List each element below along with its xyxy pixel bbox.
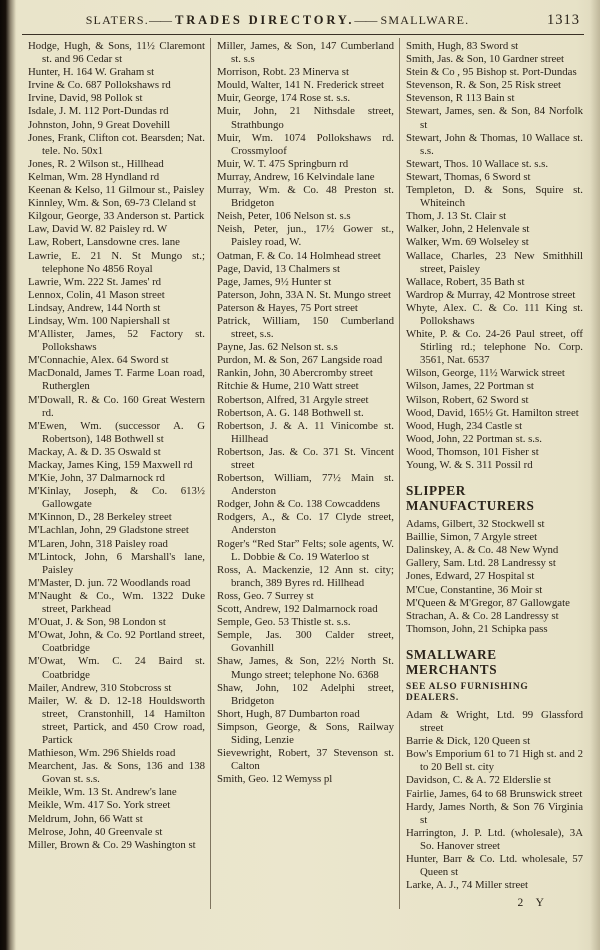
directory-entry: Page, David, 13 Chalmers st	[217, 262, 340, 275]
directory-entry: Baillie, Simon, 7 Argyle street	[406, 531, 538, 544]
directory-entry: Whyte, Alex. C. & Co. 111 King st. Pollokshaws	[406, 301, 583, 327]
directory-entry: Mearchent, Jas. & Sons, 136 and 138 Govan st. s.s.	[28, 760, 205, 786]
directory-entry: M'Kinlay, Joseph, & Co. 613½ Gallowgate	[28, 485, 205, 511]
directory-entry: Miller, James, & Son, 147 Cumberland st. s.s	[217, 40, 394, 66]
directory-entry: Hardy, James North, & Son 76 Virginia st	[406, 800, 583, 826]
page-number: 1313	[547, 12, 580, 28]
directory-entry: Lindsay, Wm. 100 Napiershall st	[28, 314, 170, 327]
directory-entry: Hodge, Hugh, & Sons, 11½ Claremont st. and 96 Cedar st	[28, 40, 205, 66]
directory-entry: Stevenson, R. & Son, 25 Risk street	[406, 79, 562, 92]
directory-entry: Semple, Geo. 53 Thistle st. s.s.	[217, 616, 351, 629]
directory-entry: Meikle, Wm. 13 St. Andrew's lane	[28, 786, 177, 799]
directory-entry: Jones, R. 2 Wilson st., Hillhead	[28, 157, 164, 170]
directory-entry: White, P. & Co. 24-26 Paul street, off Stirling rd.; telephone No. Corp. 3561, Nat. 6537	[406, 328, 583, 367]
directory-entry: Mathieson, Wm. 296 Shields road	[28, 747, 176, 760]
directory-entry: Lindsay, Andrew, 144 North st	[28, 301, 161, 314]
directory-entry: Ritchie & Hume, 210 Watt street	[217, 380, 359, 393]
directory-column-1	[22, 38, 210, 909]
running-title	[22, 13, 533, 28]
directory-entry: Shaw, John, 102 Adelphi street, Bridgeton	[217, 681, 394, 707]
directory-entry: Wood, John, 22 Portman st. s.s.	[406, 432, 542, 445]
directory-entry: Walker, Wm. 69 Wolseley st	[406, 236, 529, 249]
directory-entry: Meikle, Wm. 417 So. York street	[28, 799, 171, 812]
directory-entry: Ross, A. Mackenzie, 12 Ann st. city; branch, 389 Byres rd. Hillhead	[217, 563, 394, 589]
directory-entry: Johnston, John, 9 Great Dovehill	[28, 118, 171, 131]
directory-entry: M'Cue, Constantine, 36 Moir st	[406, 583, 543, 596]
directory-entry: Smith, Jas. & Son, 10 Gardner street	[406, 53, 565, 66]
directory-entry: Neish, Peter, 106 Nelson st. s.s	[217, 210, 351, 223]
directory-entry: Stewart, Thomas, 6 Sword st	[406, 170, 531, 183]
directory-entry: Wardrop & Murray, 42 Montrose street	[406, 288, 576, 301]
directory-entry: M'Owat, John, & Co. 92 Portland street, Coatbridge	[28, 629, 205, 655]
directory-entry: Stevenson, R 113 Bain st	[406, 92, 515, 105]
directory-entry: Larke, A. J., 74 Miller street	[406, 879, 529, 892]
directory-entry: Paterson & Hayes, 75 Port street	[217, 301, 358, 314]
directory-entry: M'Naught & Co., Wm. 1322 Duke street, Parkhead	[28, 589, 205, 616]
directory-entry: Muir, Wm. 1074 Pollokshaws rd. Crossmyloof	[217, 131, 394, 157]
title-dash: ——	[354, 13, 377, 27]
directory-entry: M'Ewen, Wm. (successor A. G Robertson), 148 Bothwell st	[28, 419, 205, 445]
directory-entry: Patrick, William, 150 Cumberland street, s.s.	[217, 314, 394, 341]
page-edge-shadow	[590, 0, 600, 950]
book-binding-edge	[0, 0, 16, 950]
directory-entry: M'Connachie, Alex. 64 Sword st	[28, 354, 169, 367]
directory-entry: Short, Hugh, 87 Dumbarton road	[217, 707, 360, 720]
directory-entry: Law, Robert, Lansdowne cres. lane	[28, 236, 180, 249]
running-title-main: TRADES DIRECTORY.	[175, 13, 355, 27]
directory-entry: Oatman, F. & Co. 14 Holmhead street	[217, 249, 381, 262]
directory-entry: Gallery, Sam. Ltd. 28 Landressy st	[406, 557, 556, 570]
directory-entry: Murray, Wm. & Co. 48 Preston st. Bridgeton	[217, 184, 394, 210]
directory-entry: Bow's Emporium 61 to 71 High st. and 2 to 20 Bell st. city	[406, 748, 583, 774]
directory-entry: M'Laren, John, 318 Paisley road	[28, 537, 168, 550]
directory-entry: Ross, Geo. 7 Surrey st	[217, 589, 314, 602]
header-rule	[22, 34, 584, 35]
directory-entry: Melrose, John, 40 Greenvale st	[28, 825, 163, 838]
directory-entry: Muir, W. T. 475 Springburn rd	[217, 157, 349, 170]
directory-columns	[22, 38, 588, 909]
directory-entry: M'Lachlan, John, 29 Gladstone street	[28, 524, 189, 537]
directory-entry: Robertson, William, 77½ Main st. Anderston	[217, 472, 394, 498]
directory-entry: Mailer, W. & D. 12-18 Houldsworth street, Cranstonhill, 14 Hamilton street, Partick, and 450 Crow road, Partick	[28, 694, 205, 746]
directory-entry: Semple, Jas. 300 Calder street, Govanhill	[217, 629, 394, 655]
directory-entry: Young, W. & S. 311 Possil rd	[406, 459, 533, 471]
directory-entry: M'Kinnon, D., 28 Berkeley street	[28, 511, 172, 524]
directory-column-2	[210, 38, 399, 909]
directory-entry: Adams, Gilbert, 32 Stockwell st	[406, 518, 545, 531]
directory-entry: M'Ouat, J. & Son, 98 London st	[28, 616, 166, 629]
directory-entry: Robertson, Jas. & Co. 371 St. Vincent street	[217, 445, 394, 471]
signature-mark: 2 Y	[517, 897, 549, 910]
directory-entry: Payne, Jas. 62 Nelson st. s.s	[217, 341, 338, 354]
directory-entry: Wilson, George, 11½ Warwick street	[406, 367, 565, 380]
directory-entry: Kinnley, Wm. & Son, 69-73 Cleland st	[28, 197, 196, 210]
running-title-right: SMALLWARE.	[380, 13, 470, 27]
directory-entry: Smith, Hugh, 83 Sword st	[406, 40, 519, 52]
directory-entry: Wallace, Robert, 35 Bath st	[406, 275, 525, 288]
section-subheading: SEE ALSO FURNISHING DEALERS.	[406, 681, 529, 703]
section-heading: SLIPPER MANUFACTURERS	[406, 483, 535, 514]
directory-entry: Fairlie, James, 64 to 68 Brunswick street	[406, 787, 583, 800]
directory-entry: Thomson, John, 21 Schipka pass	[406, 622, 548, 635]
directory-entry: Kelman, Wm. 28 Hyndland rd	[28, 170, 160, 183]
directory-entry: M'Kie, John, 37 Dalmarnock rd	[28, 472, 165, 485]
directory-entry: Stein & Co , 95 Bishop st. Port-Dundas	[406, 66, 577, 79]
directory-entry: M'Owat, Wm. C. 24 Baird st. Coatbridge	[28, 655, 205, 681]
directory-entry: Purdon, M. & Son, 267 Langside road	[217, 354, 383, 367]
directory-entry: Kilgour, George, 33 Anderson st. Partick	[28, 210, 205, 223]
directory-entry: Miller, Brown & Co. 29 Washington st	[28, 838, 196, 851]
directory-entry: M'Dowall, R. & Co. 160 Great Western rd.	[28, 393, 205, 419]
directory-entry: M'Queen & M'Gregor, 87 Gallowgate	[406, 596, 570, 609]
directory-entry: Wallace, Charles, 23 New Smithhill street, Paisley	[406, 249, 583, 275]
directory-entry: Law, David W. 82 Paisley rd. W	[28, 223, 168, 236]
directory-entry: Lawrie, E. 21 N. St Mungo st.; telephone No 4856 Royal	[28, 249, 205, 275]
running-title-left: SLATERS.	[85, 13, 149, 27]
directory-entry: Thom, J. 13 St. Clair st	[406, 210, 507, 223]
directory-entry: Shaw, James, & Son, 22½ North St. Mungo street; telephone No. 6368	[217, 655, 394, 681]
directory-entry: Mailer, Andrew, 310 Stobcross st	[28, 681, 172, 694]
directory-entry: Roger's “Red Star” Felts; sole agents, W. L. Dobbie & Co. 19 Waterloo st	[217, 537, 394, 563]
directory-entry: Mackay, A. & D. 35 Oswald st	[28, 445, 161, 458]
directory-entry: Stewart, Thos. 10 Wallace st. s.s.	[406, 157, 549, 170]
directory-entry: Morrison, Robt. 23 Minerva st	[217, 66, 349, 79]
directory-entry: Davidson, C. & A. 72 Elderslie st	[406, 774, 551, 787]
directory-entry: Isdale, J. M. 112 Port-Dundas rd	[28, 105, 169, 118]
directory-entry: Templeton, D. & Sons, Squire st. Whiteinch	[406, 184, 583, 210]
directory-entry: Adam & Wright, Ltd. 99 Glassford street	[406, 708, 583, 735]
directory-entry: Muir, George, 174 Rose st. s.s.	[217, 92, 351, 105]
directory-entry: Jones, Frank, Clifton cot. Bearsden; Nat. tele. No. 50x1	[28, 131, 205, 157]
directory-entry: Rankin, John, 30 Abercromby street	[217, 367, 373, 380]
directory-entry: Rodgers, A., & Co. 17 Clyde street, Anderston	[217, 511, 394, 537]
directory-entry: Mackay, James King, 159 Maxwell rd	[28, 459, 193, 471]
directory-entry: Jones, Edward, 27 Hospital st	[406, 570, 535, 583]
directory-column-3	[399, 38, 588, 909]
directory-entry: Wood, Hugh, 234 Castle st	[406, 419, 523, 432]
directory-entry: Robertson, Alfred, 31 Argyle street	[217, 393, 369, 406]
directory-entry: Simpson, George, & Sons, Railway Siding, Lenzie	[217, 720, 394, 746]
directory-entry: Rodger, John & Co. 138 Cowcaddens	[217, 498, 381, 511]
directory-entry: Irvine, David, 98 Pollok st	[28, 92, 143, 105]
directory-entry: Murray, Andrew, 16 Kelvindale lane	[217, 170, 375, 183]
directory-entry: Wood, Thomson, 101 Fisher st	[406, 445, 539, 458]
directory-entry: Stewart, John & Thomas, 10 Wallace st. s.s.	[406, 131, 583, 157]
directory-entry: Wilson, James, 22 Portman st	[406, 380, 534, 393]
directory-entry: Mould, Walter, 141 N. Frederick street	[217, 79, 385, 92]
directory-entry: Dalinskey, A. & Co. 48 New Wynd	[406, 544, 559, 557]
directory-entry: Wood, David, 165½ Gt. Hamilton street	[406, 406, 579, 419]
directory-entry: Lennox, Colin, 41 Mason street	[28, 288, 165, 301]
directory-entry: Paterson, John, 33A N. St. Mungo street	[217, 288, 391, 301]
directory-entry: Meldrum, John, 66 Watt st	[28, 812, 143, 825]
directory-entry: Walker, John, 2 Helenvale st	[406, 223, 530, 236]
directory-entry: MacDonald, James T. Farme Loan road, Rutherglen	[28, 367, 205, 393]
directory-entry: Smith, Geo. 12 Wemyss pl	[217, 773, 333, 786]
directory-entry: M'Master, D. jun. 72 Woodlands road	[28, 576, 191, 589]
directory-entry: Lawrie, Wm. 222 St. James' rd	[28, 275, 162, 288]
directory-entry: Page, James, 9½ Hunter st	[217, 275, 332, 288]
page-header	[22, 12, 588, 29]
directory-entry: Hunter, Barr & Co. Ltd. wholesale, 57 Queen st	[406, 852, 583, 879]
directory-entry: Wilson, Robert, 62 Sword st	[406, 393, 529, 406]
directory-entry: Keenan & Kelso, 11 Gilmour st., Paisley	[28, 184, 205, 197]
title-dash: ——	[148, 13, 171, 27]
section-heading: SMALLWARE MERCHANTS	[406, 646, 498, 677]
directory-entry: Sievewright, Robert, 37 Stevenson st. Calton	[217, 747, 394, 773]
directory-entry: Scott, Andrew, 192 Dalmarnock road	[217, 603, 378, 616]
directory-entry: Stewart, James, sen. & Son, 84 Norfolk st	[406, 105, 583, 131]
directory-entry: Barrie & Dick, 120 Queen st	[406, 735, 531, 748]
directory-entry: Strachan, A. & Co. 28 Landressy st	[406, 609, 559, 622]
directory-entry: Harrington, J. P. Ltd. (wholesale), 3A So. Hanover street	[406, 826, 583, 852]
directory-entry: Neish, Peter, jun., 17½ Gower st., Paisley road, W.	[217, 223, 394, 249]
directory-entry: M'Allister, James, 52 Factory st. Pollokshaws	[28, 328, 205, 354]
directory-entry: Muir, John, 21 Nithsdale street, Strathbungo	[217, 105, 394, 131]
directory-entry: Hunter, H. 164 W. Graham st	[28, 66, 155, 79]
directory-entry: Irvine & Co. 687 Pollokshaws rd	[28, 79, 171, 92]
directory-entry: Robertson, J. & A. 11 Vinicombe st. Hillhead	[217, 419, 394, 445]
directory-entry: Robertson, A. G. 148 Bothwell st.	[217, 406, 364, 419]
directory-entry: M'Lintock, John, 6 Marshall's lane, Paisley	[28, 550, 205, 576]
